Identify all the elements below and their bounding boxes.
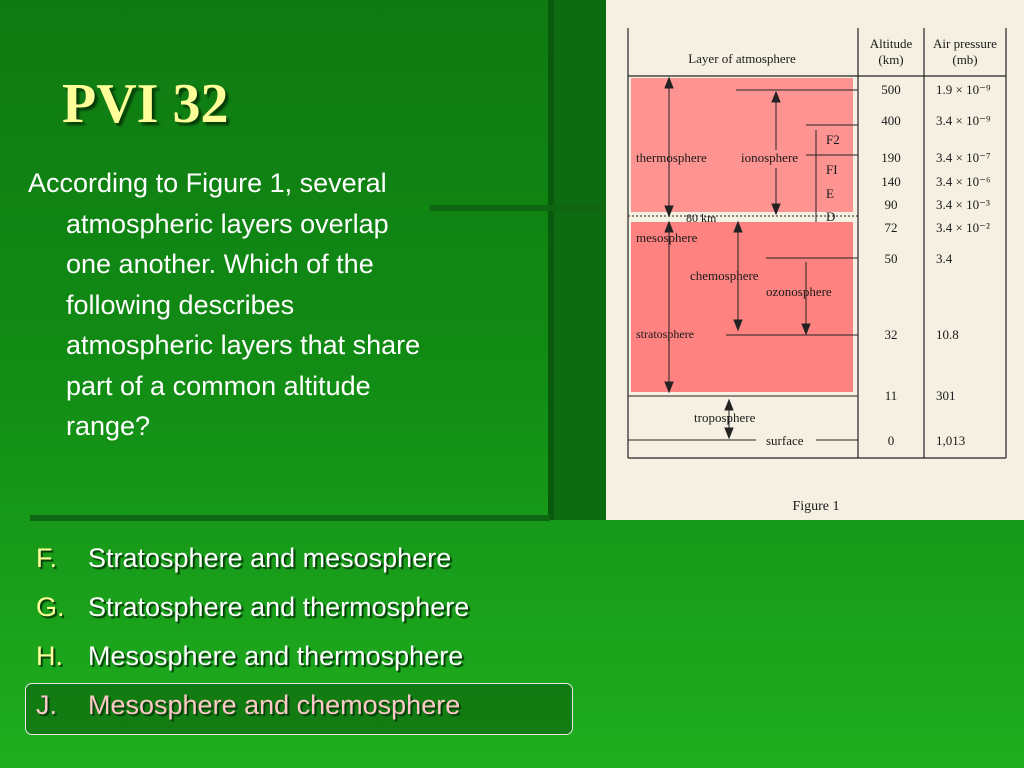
pressure-11: 301: [936, 388, 956, 403]
header-altitude-line2: (km): [878, 52, 904, 67]
slide-title: PVI 32: [62, 73, 229, 135]
label-stratosphere: stratosphere: [636, 327, 694, 341]
question-text: [28, 163, 438, 447]
header-pressure-line1: Air pressure: [933, 36, 997, 51]
pressure-190: 3.4 × 10⁻⁷: [936, 150, 991, 165]
altitude-500: 500: [881, 82, 901, 97]
altitude-50: 50: [884, 251, 898, 266]
region-f2: F2: [826, 132, 840, 147]
altitude-140: 140: [881, 174, 901, 189]
answer-letter: F.: [36, 543, 58, 573]
pressure-500: 1.9 × 10⁻⁹: [936, 82, 991, 97]
pressure-90: 3.4 × 10⁻³: [936, 197, 990, 212]
mesosphere-highlight: [631, 222, 853, 392]
answer-option-g[interactable]: [36, 587, 469, 636]
region-e: E: [826, 186, 834, 201]
atmosphere-figure-svg: [606, 0, 1024, 520]
header-altitude-line1: Altitude: [869, 36, 913, 51]
answer-text: Stratosphere and thermosphere: [88, 592, 470, 622]
region-d: D: [826, 209, 836, 224]
decorative-horizontal-bar: [430, 205, 610, 211]
altitude-32: 32: [884, 327, 898, 342]
answer-option-j[interactable]: [36, 685, 469, 734]
label-thermosphere: thermosphere: [636, 150, 707, 165]
question-paragraph: According to Figure 1, several atmospheric layers overlap one another. Which of the following describes atmospheric layers that share part of a common altitude range?: [28, 168, 421, 441]
answer-option-h[interactable]: [36, 636, 469, 685]
pressure-32: 10.8: [936, 327, 959, 342]
altitude-90: 90: [884, 197, 898, 212]
answer-list: [36, 538, 469, 734]
header-pressure-line2: (mb): [952, 52, 978, 67]
altitude-11: 11: [884, 388, 898, 403]
label-troposphere: troposphere: [694, 410, 756, 425]
answer-letter: H.: [36, 641, 63, 671]
answer-text: Mesosphere and chemosphere: [88, 690, 461, 720]
decorative-vertical-bar: [548, 0, 554, 520]
figure-caption: Figure 1: [792, 499, 840, 514]
label-surface: surface: [766, 433, 804, 448]
answer-letter: G.: [36, 592, 65, 622]
header-layer: Layer of atmosphere: [688, 51, 796, 66]
label-ionosphere: ionosphere: [741, 150, 799, 165]
decorative-horizontal-bar-lower: [30, 515, 550, 521]
answer-text: Mesosphere and thermosphere: [88, 641, 464, 671]
label-chemosphere: chemosphere: [690, 268, 759, 283]
answer-option-f[interactable]: [36, 538, 469, 587]
answer-letter: J.: [36, 690, 58, 720]
pressure-50: 3.4: [936, 251, 953, 266]
altitude-0: 0: [887, 433, 895, 448]
region-f1: FI: [826, 162, 838, 177]
altitude-190: 190: [881, 150, 901, 165]
thermosphere-highlight: [631, 78, 853, 212]
answer-text: Stratosphere and mesosphere: [88, 543, 452, 573]
label-ozonosphere: ozonosphere: [766, 284, 832, 299]
pressure-0: 1,013: [936, 433, 966, 448]
atmosphere-figure: [606, 0, 1024, 520]
pressure-140: 3.4 × 10⁻⁶: [936, 174, 991, 189]
label-mesosphere: mesosphere: [636, 230, 698, 245]
label-80km: 80 km: [686, 211, 717, 225]
pressure-400: 3.4 × 10⁻⁹: [936, 113, 991, 128]
altitude-72: 72: [884, 220, 898, 235]
altitude-400: 400: [881, 113, 901, 128]
pressure-72: 3.4 × 10⁻²: [936, 220, 990, 235]
